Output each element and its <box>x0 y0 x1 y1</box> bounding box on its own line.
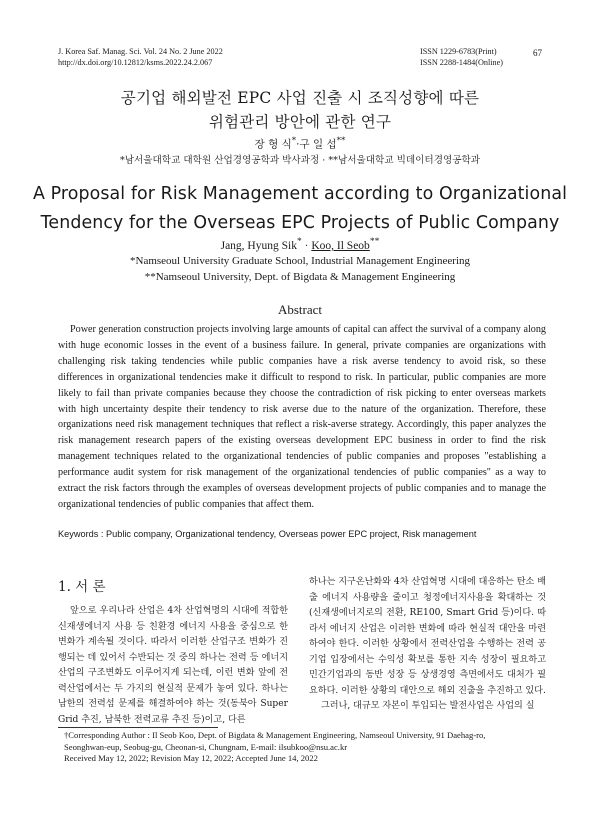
abstract-heading: Abstract <box>277 302 323 317</box>
keywords <box>58 528 546 541</box>
body-right-column <box>309 575 546 715</box>
korean-author-2-mark: ** <box>336 136 346 146</box>
corresponding-author: †Corresponding Author : Il Seob Koo, Dept. of Bigdata & Management Engineering, Namseoul University, 91 Daehag-ro, <box>64 730 486 740</box>
running-header-left <box>58 46 223 68</box>
korean-author-1-mark: * <box>291 136 297 146</box>
korean-author-2: 구 일 섭 <box>299 138 337 151</box>
keywords-label: Keywords : <box>58 529 106 539</box>
english-author-1-mark: * <box>296 236 302 247</box>
body-paragraph: 그러나, 대규모 자본이 투입되는 발전사업은 사업의 실 <box>321 701 535 711</box>
english-affiliations <box>0 253 600 285</box>
issn-online: ISSN 2288-1484(Online) <box>420 58 504 67</box>
korean-affiliation: *남서울대학교 대학원 산업경영공학과 박사과정 · **남서울대학교 빅데이터경영공학과 <box>119 155 481 166</box>
korean-title-line1: 공기업 해외발전 EPC 사업 진출 시 조직성향에 따른 <box>120 89 480 107</box>
korean-authors <box>0 136 600 152</box>
english-title <box>0 180 600 238</box>
page-number: 67 <box>533 48 542 58</box>
journal-citation: J. Korea Saf. Manag. Sci. Vol. 24 No. 2 June 2022 <box>58 47 223 56</box>
running-header-right <box>420 46 503 68</box>
body-paragraph: 하나는 지구온난화와 4차 산업혁명 시대에 대응하는 탄소 배출 에너지 사용량을 줄이고 청정에너지사용을 확대하는 것(신재생에너지로의 전환, RE100, Smart Grid 등)이다. 따라서 에너지 산업은 이러한 변화에 따라 현실적 대안을 마련하여야 한다. 이러한 상황에서 전력산업을 수행하는 전력 공기업 입장에서는 수익성 확보를 통한 지속 성장이 필요하고 민간기업과의 동반 성장 등 상생경영 측면에서도 대처가 필요하다. 이러한 상황의 대안으로 해외 진출을 추진하고 있다. <box>309 577 546 696</box>
doi-link[interactable]: http://dx.doi.org/10.12812/ksms.2022.24.2.067 <box>58 58 213 67</box>
abstract-text: Power generation construction projects involving large amounts of capital can affect the survival of a company along with huge economic losses in the event of a business failure. In general, private companies are organizations with challenging risk taking tendencies while public companies have a risk averse tendency to avoid risk, so these differences in organizational tendencies make it difficult to respond to risk. In particular, public companies are more likely to fail than private companies because they choose the contradiction of risk picking to enter overseas markets with high uncertainty despite their tendency to risk averse due to the nature of the organization. Therefore, these organizations need risk management techniques that reflect a risk-averse strategy. Accordingly, this paper analyzes the risk management research papers of the existing overseas development EPC business in order to find the risk management techniques related to the organizational tendencies of public companies and proposes "establishing a performance audit system for risk management of the organizational tendencies of public companies" as a way to extract the risk factors through the examples of overseas development projects of public companies and to manage the organizational tendencies of public companies that affect them. <box>58 324 546 510</box>
english-author-separator: · <box>301 239 312 252</box>
issn-print: ISSN 1229-6783(Print) <box>420 47 497 56</box>
english-authors <box>0 236 600 252</box>
english-title-line1: A Proposal for Risk Management according to Organizational <box>32 184 568 204</box>
korean-title <box>0 86 600 134</box>
author-separator: · <box>296 138 300 151</box>
english-author-2-mark: ** <box>369 236 380 247</box>
english-title-line2: Tendency for the Overseas EPC Projects of Public Company <box>40 213 560 233</box>
english-author-1: Jang, Hyung Sik <box>220 239 297 252</box>
english-author-2: Koo, Il Seob <box>311 239 370 252</box>
keywords-text: Public company, Organizational tendency, Overseas power EPC project, Risk management <box>106 529 477 539</box>
body-left-column: 앞으로 우리나라 산업은 4차 산업혁명의 시대에 적합한 신재생에너지 사용 등 친환경 에너지 사용을 중심으로 한 변화가 계속될 것이다. 따라서 이러한 산업구조 변화가 진행되는 데 있어서 수반되는 것 중의 하나는 전력 등 에너지 산업의 구조변화도 이루어지게 되는데, 이런 변화 앞에 전력산업에서는 두 가지의 현실적 문제가 놓여 있다. 하나는 남한의 전력섬 문제를 해결하여야 하는 것(동북아 Super Grid 추진, 남북한 전력교류 추진 등)이고, 다른 <box>58 606 288 725</box>
korean-title-line2: 위험관리 방안에 관한 연구 <box>208 113 392 131</box>
footnote <box>58 730 546 765</box>
korean-author-1: 장 형 식 <box>254 138 292 151</box>
section-title: 1. 서 론 <box>58 579 106 595</box>
received-dates: Received May 12, 2022; Revision May 12, 2022; Accepted June 14, 2022 <box>64 753 318 763</box>
english-affiliation-2: **Namseoul University, Dept. of Bigdata & Management Engineering <box>144 271 456 283</box>
corresponding-address: Seonghwan-eup, Seobug-gu, Cheonan-si, Chungnam, E-mail: ilsubkoo@nsu.ac.kr <box>64 741 348 752</box>
english-affiliation-1: *Namseoul University Graduate School, Industrial Management Engineering <box>130 255 470 267</box>
footnote-divider <box>58 727 218 728</box>
